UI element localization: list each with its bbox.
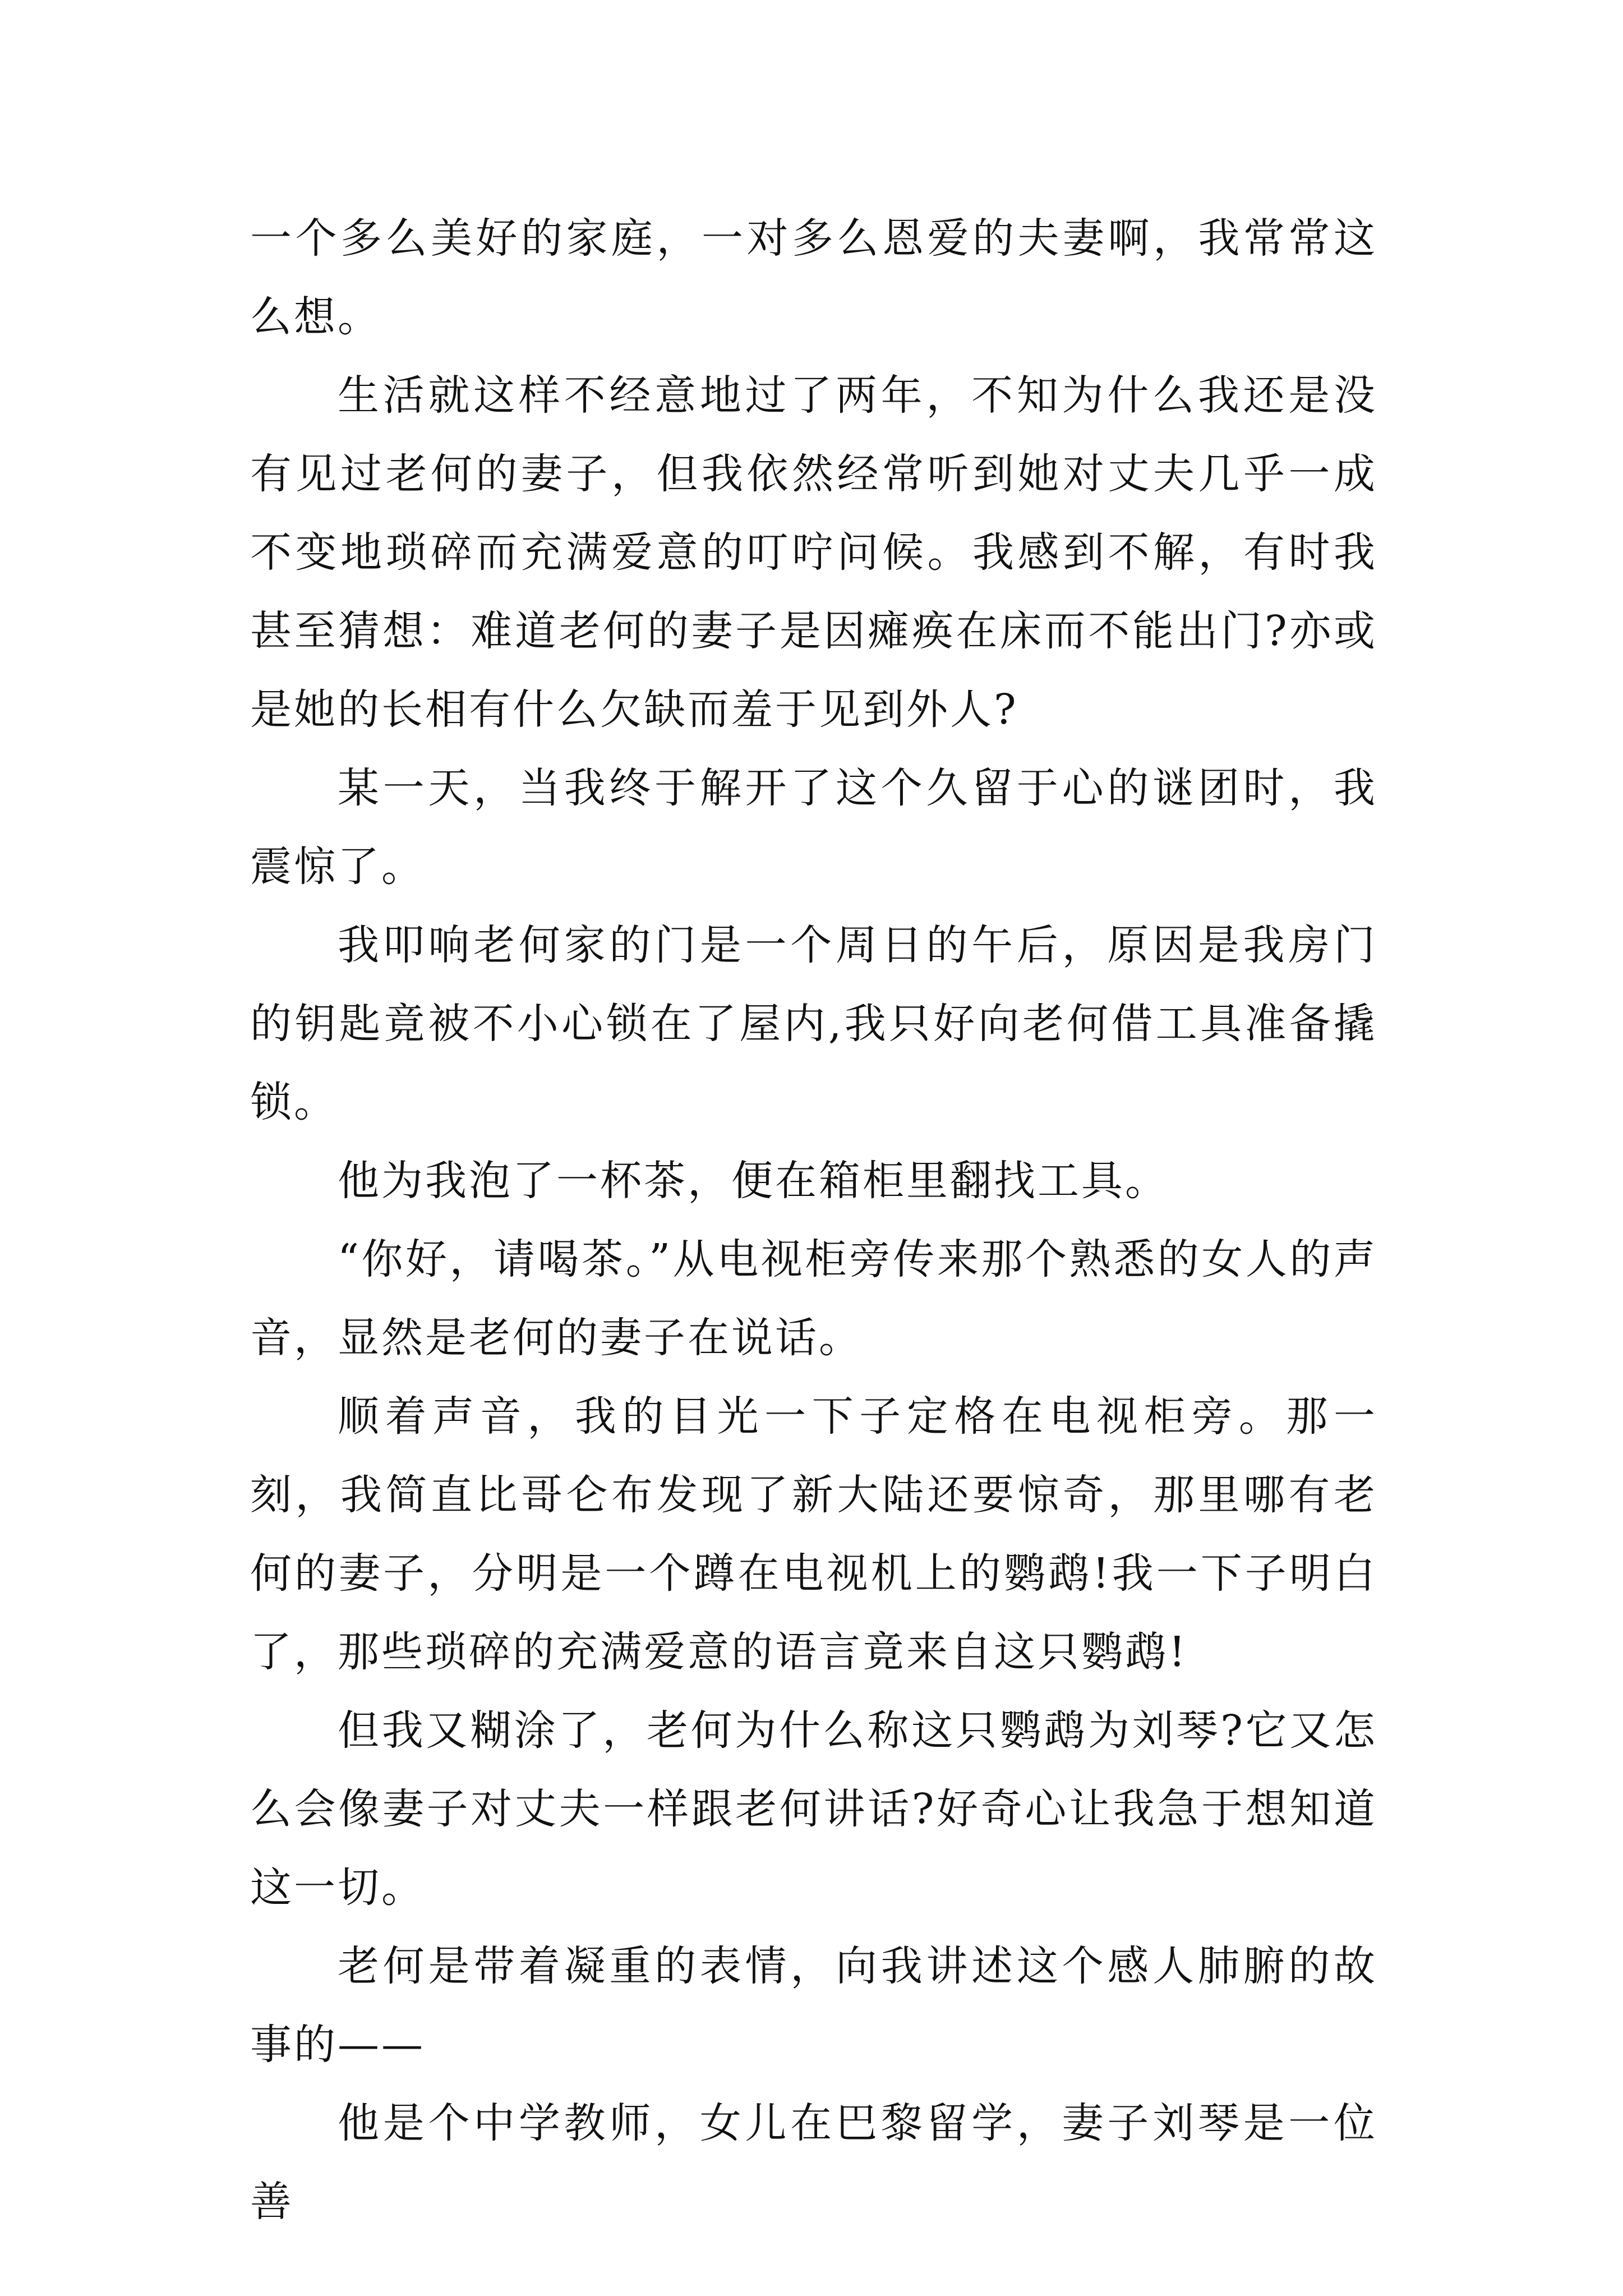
paragraph-5: 他为我泡了一杯茶，便在箱柜里翻找工具。 <box>338 1157 1169 1205</box>
body-text <box>250 199 1377 2241</box>
paragraph-1: 一个多么美好的家庭，一对多么恩爱的夫妻啊，我常常这么想。 <box>250 214 1377 341</box>
paragraph-6: “你好，请喝茶。”从电视柜旁传来那个熟悉的女人的声音，显然是老何的妻子在说话。 <box>250 1235 1377 1362</box>
paragraph-8: 但我又糊涂了，老何为什么称这只鹦鹉为刘琴?它又怎么会像妻子对丈夫一样跟老何讲话?好奇心让我急于想知道这一切。 <box>250 1706 1377 1912</box>
paragraph-7: 顺着声音，我的目光一下子定格在电视柜旁。那一刻，我简直比哥仑布发现了新大陆还要惊奇，那里哪有老何的妻子，分明是一个蹲在电视机上的鹦鹉!我一下子明白了，那些琐碎的充满爱意的语言竟来自这只鹦鹉! <box>250 1392 1377 1676</box>
paragraph-2: 生活就这样不经意地过了两年，不知为什么我还是没有见过老何的妻子，但我依然经常听到她对丈夫几乎一成不变地琐碎而充满爱意的叮咛问候。我感到不解，有时我甚至猜想：难道老何的妻子是因瘫痪在床而不能出门?亦或是她的长相有什么欠缺而羞于见到外人? <box>250 371 1377 734</box>
paragraph-9: 老何是带着凝重的表情，向我讲述这个感人肺腑的故事的—— <box>250 1942 1377 2069</box>
paragraph-4: 我叩响老何家的门是一个周日的午后，原因是我房门的钥匙竟被不小心锁在了屋内,我只好向老何借工具准备撬锁。 <box>250 921 1377 1126</box>
paragraph-3: 某一天，当我终于解开了这个久留于心的谜团时，我震惊了。 <box>250 764 1377 891</box>
paragraph-10: 他是个中学教师，女儿在巴黎留学，妻子刘琴是一位善 <box>250 2099 1377 2226</box>
